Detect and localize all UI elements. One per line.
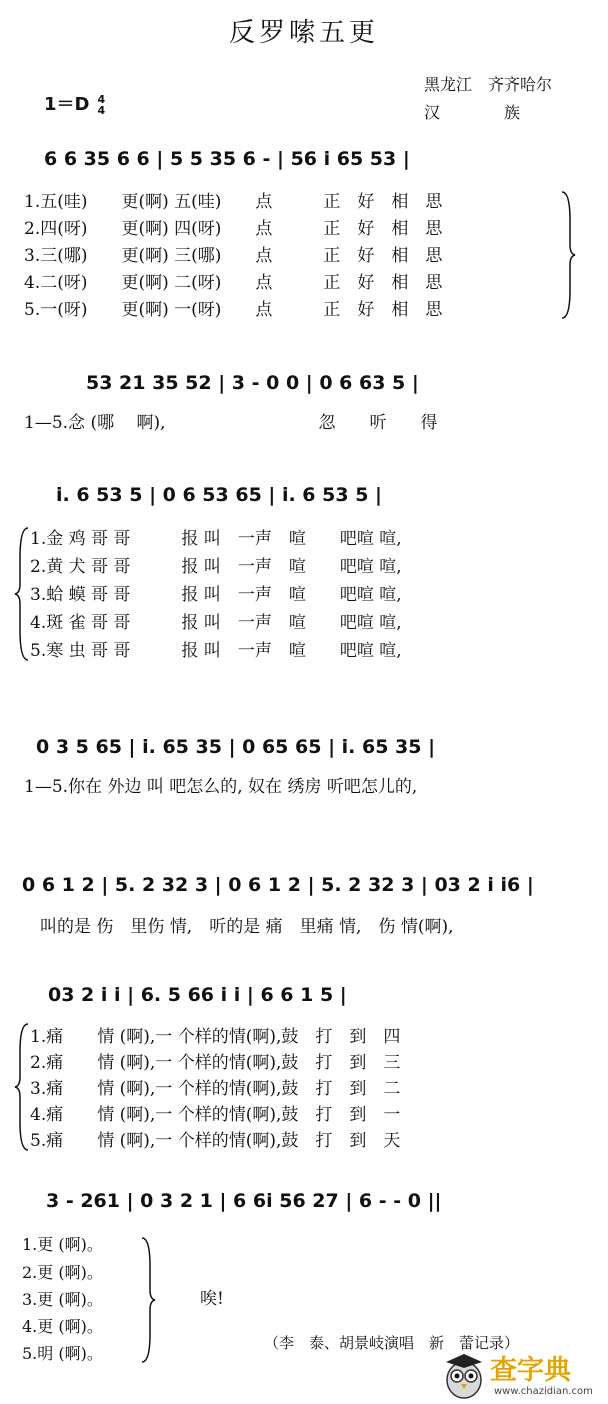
notation-row: 6 6 35 6 6 | 5 5 35 6 - | 56 i 65 53 | — [44, 148, 410, 170]
key-signature — [44, 90, 105, 116]
lyric-line: 叫的是 伤 里伤 情, 听的是 痛 里痛 情, 伤 情(啊), — [40, 917, 454, 937]
notation-row: 03 2 i i | 6. 5 66 i i | 6 6 1 5 | — [48, 984, 347, 1006]
watermark-logo — [440, 1346, 608, 1404]
lyric-line: 5.痛 情 (啊),一 个样的情(啊),鼓 打 到 天 — [30, 1131, 401, 1151]
notation-row: 0 6 1 2 | 5. 2 32 3 | 0 6 1 2 | 5. 2 32 3 | 03 2 i i6 | — [22, 874, 534, 896]
lyric-line: 1.五(哇) 更(啊) 五(哇) 点 正 好 相 思 — [24, 192, 443, 212]
lyric-line: 2.痛 情 (啊),一 个样的情(啊),鼓 打 到 三 — [30, 1053, 401, 1073]
verse-brace — [14, 526, 30, 662]
time-bottom: 4 — [97, 104, 106, 117]
time-signature — [97, 94, 105, 116]
lyric-line: 2.黄 犬 哥 哥 报 叫 一声 喧 吧喧 喧, — [30, 557, 402, 577]
lyric-line: 4.斑 雀 哥 哥 报 叫 一声 喧 吧喧 喧, — [30, 613, 402, 633]
lyric-line: 5.一(呀) 更(啊) 一(呀) 点 正 好 相 思 — [24, 300, 443, 320]
lyric-line: 1—5.你在 外边 叫 吧怎么的, 奴在 绣房 听吧怎儿的, — [24, 777, 418, 797]
lyric-line: 4.更 (啊)。 — [22, 1317, 103, 1336]
source-region: 黑龙江 齐齐哈尔 — [424, 75, 553, 94]
lyric-line: 2.更 (啊)。 — [22, 1263, 103, 1282]
notation-row: i. 6 53 5 | 0 6 53 65 | i. 6 53 5 | — [56, 484, 382, 506]
lyric-line: 3.痛 情 (啊),一 个样的情(啊),鼓 打 到 二 — [30, 1079, 401, 1099]
key-label: 1＝D — [44, 94, 90, 115]
owl-icon — [440, 1346, 488, 1402]
verse-brace — [14, 1022, 30, 1152]
performer-credit: （李 泰、胡景岐演唱 新 蕾记录） — [264, 1334, 520, 1352]
verse-brace — [560, 190, 576, 320]
lyric-line: 1.更 (啊)。 — [22, 1235, 103, 1254]
time-top: 4 — [97, 93, 106, 106]
lyric-line: 2.四(呀) 更(啊) 四(呀) 点 正 好 相 思 — [24, 219, 443, 239]
exclamation: 唉! — [200, 1289, 224, 1309]
lyric-line: 5.寒 虫 哥 哥 报 叫 一声 喧 吧喧 喧, — [30, 641, 402, 661]
lyric-line: 5.明 (啊)。 — [22, 1344, 103, 1363]
lyric-line: 3.更 (啊)。 — [22, 1290, 103, 1309]
notation-row: 53 21 35 52 | 3 - 0 0 | 0 6 63 5 | — [86, 372, 419, 394]
lyric-line: 4.二(呀) 更(啊) 二(呀) 点 正 好 相 思 — [24, 273, 443, 293]
verse-brace — [140, 1236, 156, 1364]
lyric-line: 1.金 鸡 哥 哥 报 叫 一声 喧 吧喧 喧, — [30, 529, 402, 549]
notation-row: 3 - 261 | 0 3 2 1 | 6 6i 56 27 | 6 - - 0 || — [46, 1190, 442, 1212]
lyric-line: 4.痛 情 (啊),一 个样的情(啊),鼓 打 到 一 — [30, 1105, 401, 1125]
lyric-line: 3.蛤 蟆 哥 哥 报 叫 一声 喧 吧喧 喧, — [30, 585, 402, 605]
lyric-line: 3.三(哪) 更(啊) 三(哪) 点 正 好 相 思 — [24, 246, 443, 266]
watermark-url: www.chazidian.com — [494, 1386, 593, 1397]
song-title: 反罗嗦五更 — [228, 18, 379, 48]
notation-row: 0 3 5 65 | i. 65 35 | 0 65 65 | i. 65 35 | — [36, 736, 436, 758]
source-ethnicity: 汉 族 — [424, 103, 521, 122]
watermark-text: 查字典 — [490, 1355, 571, 1386]
lyric-line: 1—5.念 (哪 啊), 忽 听 得 — [24, 413, 438, 433]
lyric-line: 1.痛 情 (啊),一 个样的情(啊),鼓 打 到 四 — [30, 1027, 401, 1047]
